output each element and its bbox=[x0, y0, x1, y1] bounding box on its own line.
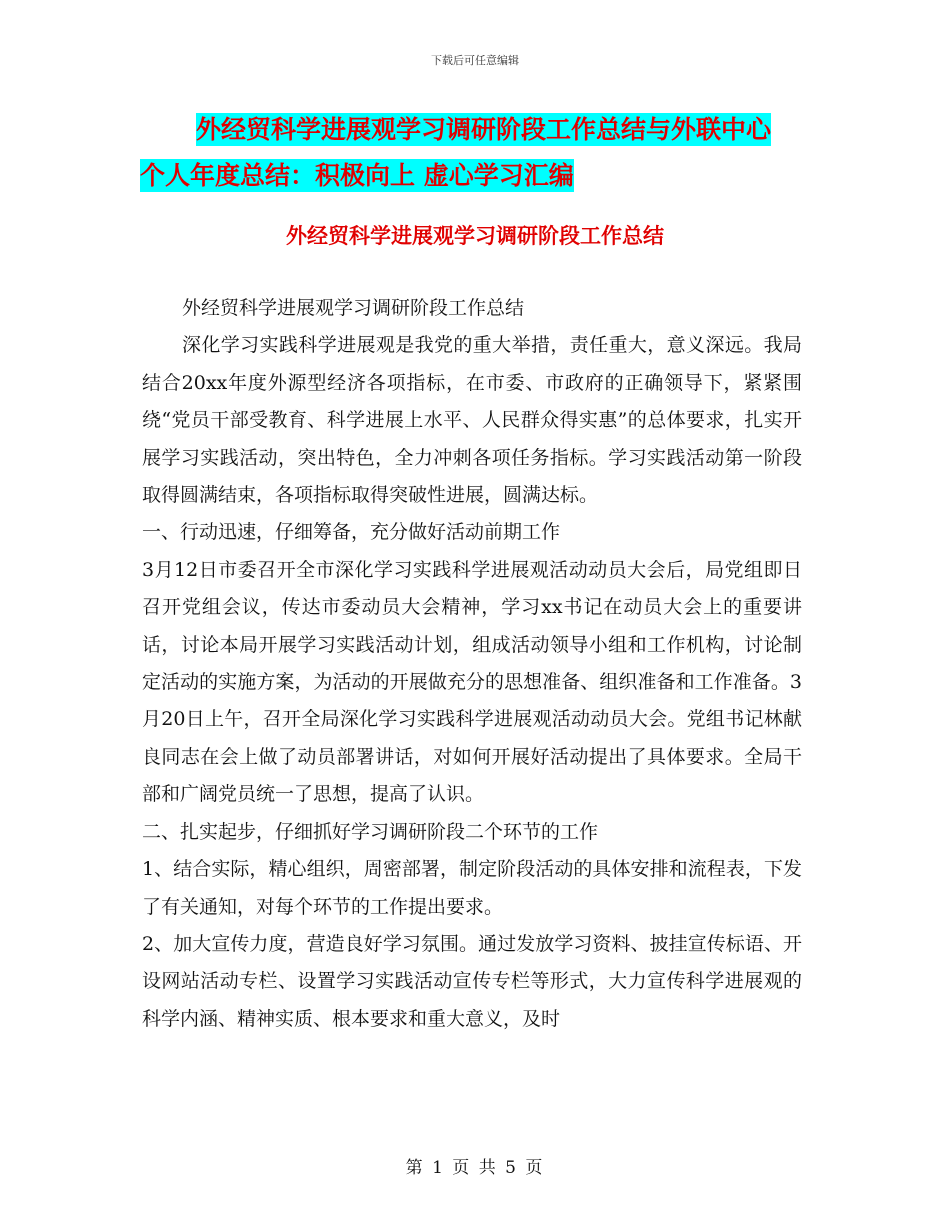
paragraph-item-1: 1、结合实际，精心组织，周密部署，制定阶段活动的具体安排和流程表，下发了有关通知，对每个环节的工作提出要求。 bbox=[142, 858, 802, 918]
paragraph-item-2: 2、加大宣传力度，营造良好学习氛围。通过发放学习资料、披挂宣传标语、开设网站活动专栏、设置学习实践活动宣传专栏等形式，大力宣传科学进展观的科学内涵、精神实质、根本要求和重大意义，及时 bbox=[142, 932, 802, 1030]
page-header-note: 下载后可任意编辑 bbox=[431, 54, 519, 67]
paragraph-heading: 外经贸科学进展观学习调研阶段工作总结 bbox=[182, 297, 525, 319]
section-heading-2: 二、扎实起步，仔细抓好学习调研阶段二个环节的工作 bbox=[142, 820, 599, 843]
section-title: 外经贸科学进展观学习调研阶段工作总结 bbox=[286, 223, 664, 248]
section-heading-1: 一、行动迅速，仔细筹备，充分做好活动前期工作 bbox=[142, 521, 561, 544]
title-line-1-text: 外经贸科学进展观学习调研阶段工作总结与外联中心 bbox=[196, 115, 772, 144]
paragraph-preparation: 3月12日市委召开全市深化学习实践科学进展观活动动员大会后，局党组即日召开党组会议，传达市委动员大会精神，学习xx书记在动员大会上的重要讲话，讨论本局开展学习实践活动计划，组成活动领导小组和工作机构，讨论制定活动的实施方案，为活动的开展做充分的思想准备、组织准备和工作准备。3月20日上午，召开全局深化学习实践科学进展观活动动员大会。党组书记林献良同志在会上做了动员部署讲话，对如何开展好活动提出了具体要求。全局干部和广阔党员统一了思想，提高了认识。 bbox=[142, 558, 802, 806]
page-number: 第 1 页 共 5 页 bbox=[405, 1158, 545, 1178]
title-line-2 bbox=[140, 156, 840, 196]
title-line-2-text: 个人年度总结：积极向上 虚心学习汇编 bbox=[140, 161, 574, 190]
title-line-1 bbox=[140, 110, 840, 150]
document-body bbox=[142, 290, 802, 1038]
paragraph-intro: 深化学习实践科学进展观是我党的重大举措，责任重大，意义深远。我局结合20xx年度外源型经济各项指标，在市委、市政府的正确领导下，紧紧围绕“党员干部受教育、科学进展上水平、人民群众得实惠”的总体要求，扎实开展学习实践活动，突出特色，全力冲刺各项任务指标。学习实践活动第一阶段取得圆满结束，各项指标取得突破性进展，圆满达标。 bbox=[142, 334, 802, 507]
document-title bbox=[140, 110, 840, 202]
